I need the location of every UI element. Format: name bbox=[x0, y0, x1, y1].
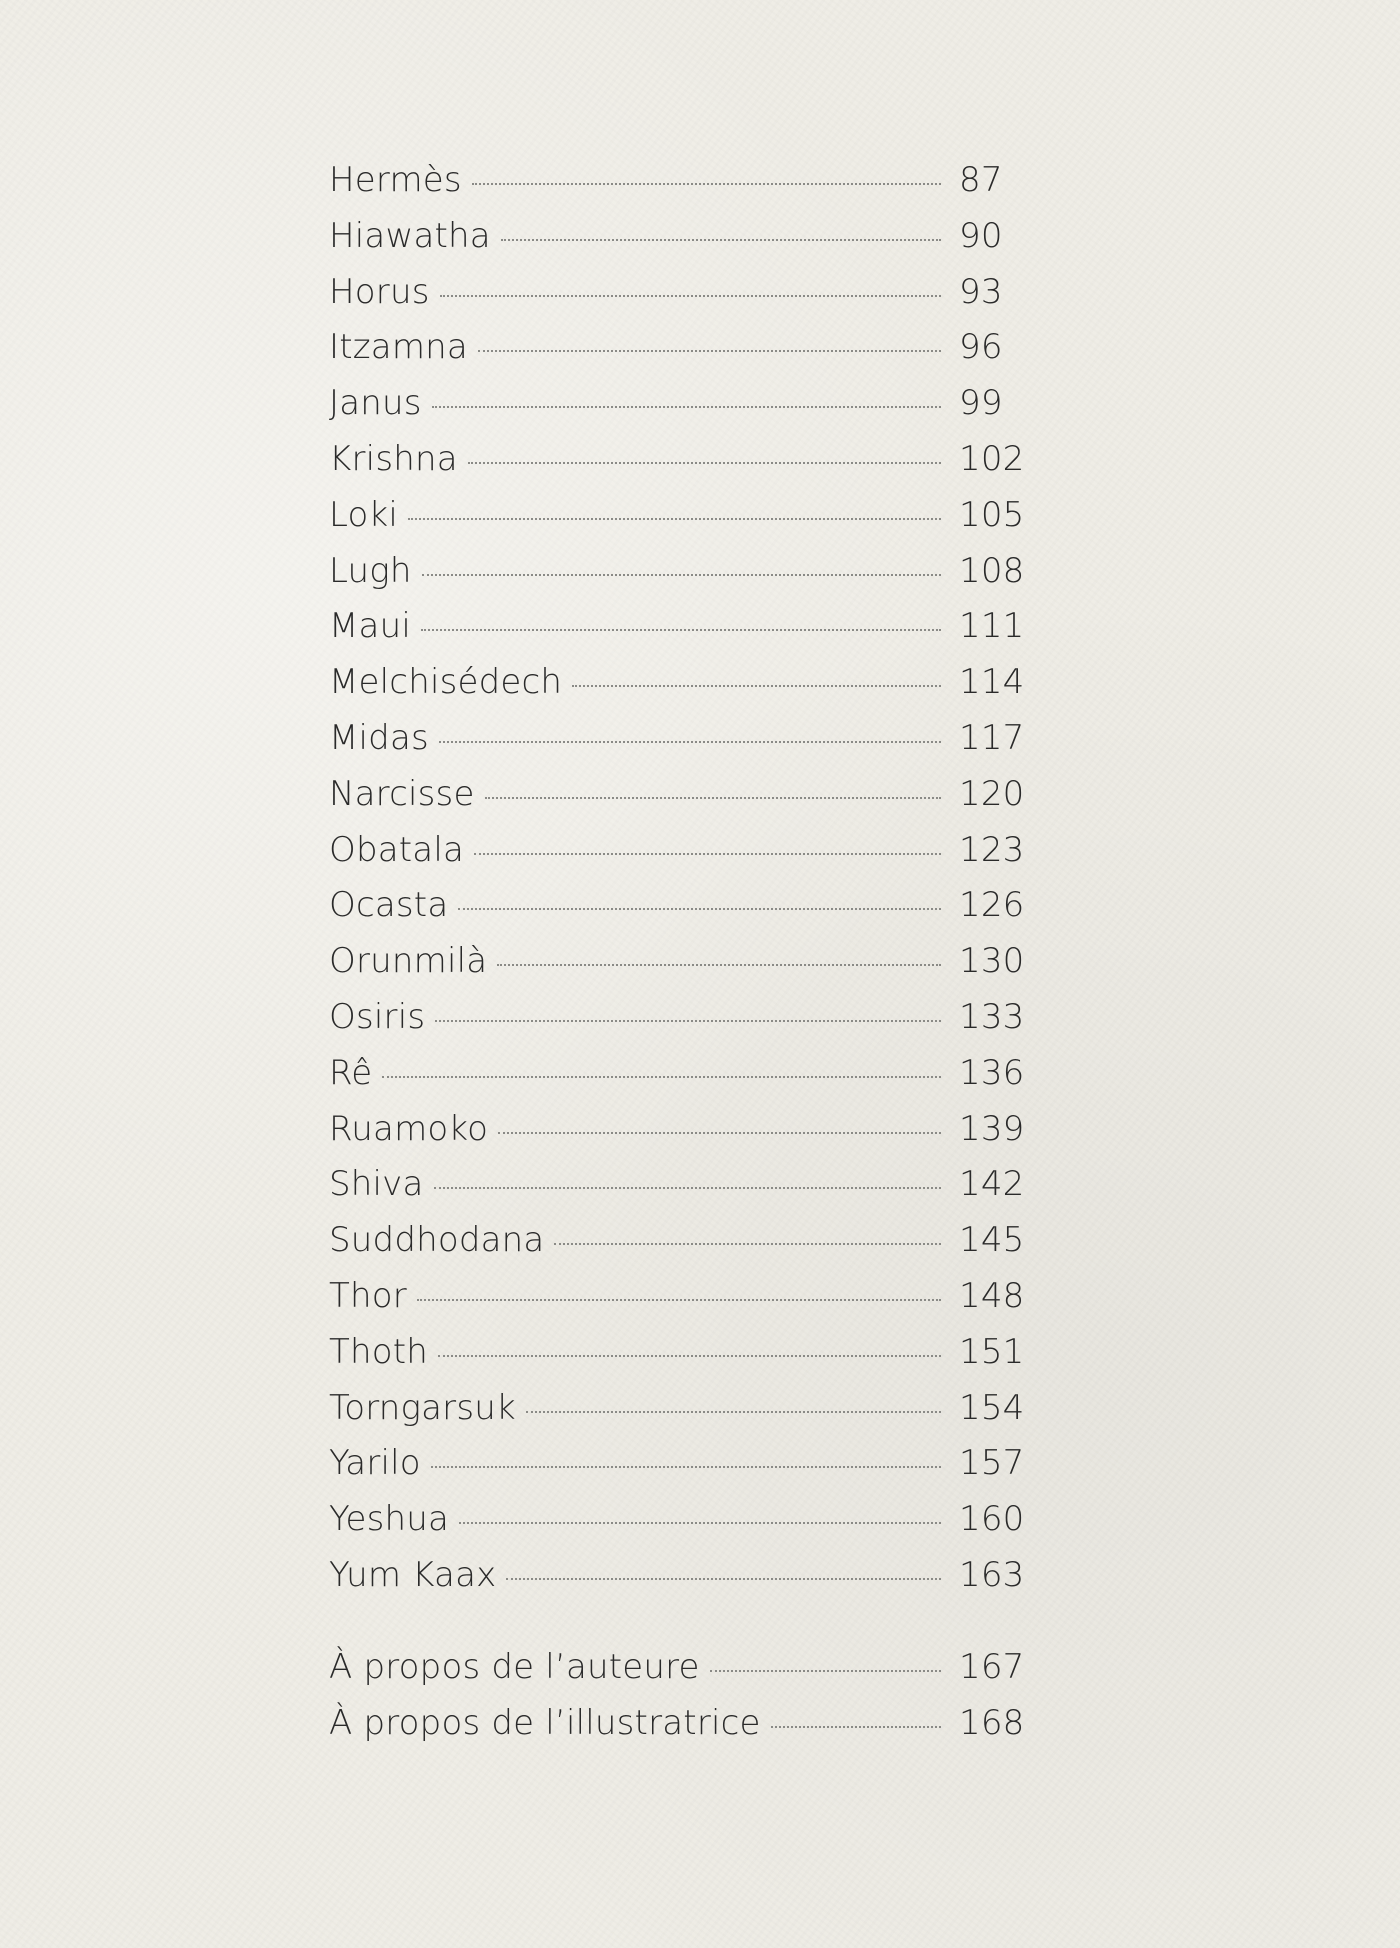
dot-leader bbox=[434, 1187, 941, 1189]
toc-entry-yarilo bbox=[329, 1443, 1029, 1499]
dot-leader bbox=[506, 1578, 941, 1580]
toc-entry-title: Loki bbox=[329, 494, 399, 535]
dot-leader bbox=[438, 1355, 941, 1357]
dot-leader bbox=[554, 1243, 941, 1245]
toc-entry-page: 142 bbox=[959, 1164, 1025, 1205]
toc-entry-title: Osiris bbox=[329, 996, 426, 1037]
toc-entry-page: 108 bbox=[959, 550, 1025, 591]
toc-entry-page: 168 bbox=[959, 1702, 1025, 1743]
table-of-contents bbox=[329, 160, 1029, 1758]
toc-entry-page: 133 bbox=[959, 996, 1025, 1037]
toc-entry-title: Yarilo bbox=[329, 1443, 421, 1484]
toc-entry-page: 117 bbox=[959, 717, 1025, 758]
toc-entry-about-illustrator bbox=[329, 1703, 1029, 1759]
dot-leader bbox=[472, 183, 941, 185]
toc-entry-hiawatha bbox=[329, 216, 1029, 272]
toc-entry-page: 102 bbox=[959, 438, 1025, 479]
toc-entry-itzamna bbox=[329, 327, 1029, 383]
dot-leader bbox=[478, 350, 941, 352]
toc-entry-obatala bbox=[329, 830, 1029, 886]
dot-leader bbox=[474, 853, 941, 855]
dot-leader bbox=[432, 406, 941, 408]
toc-entry-suddhodana bbox=[329, 1220, 1029, 1276]
toc-entry-re bbox=[329, 1053, 1029, 1109]
dot-leader bbox=[408, 518, 941, 520]
toc-entry-page: 120 bbox=[959, 773, 1025, 814]
toc-entry-page: 105 bbox=[959, 494, 1025, 535]
dot-leader bbox=[498, 1132, 941, 1134]
dot-leader bbox=[497, 964, 941, 966]
toc-entry-title: Narcisse bbox=[329, 773, 475, 814]
toc-entry-title: À propos de l’illustratrice bbox=[329, 1702, 761, 1743]
toc-entry-shiva bbox=[329, 1164, 1029, 1220]
toc-entry-page: 99 bbox=[959, 383, 1003, 424]
toc-entry-page: 154 bbox=[959, 1387, 1025, 1428]
toc-entry-hermes bbox=[329, 160, 1029, 216]
toc-entry-title: À propos de l’auteure bbox=[329, 1646, 700, 1687]
toc-entry-title: Thoth bbox=[329, 1331, 428, 1372]
dot-leader bbox=[468, 462, 941, 464]
toc-entry-page: 87 bbox=[959, 160, 1003, 200]
toc-entry-yum-kaax bbox=[329, 1555, 1029, 1611]
toc-entry-title: Hermès bbox=[329, 160, 462, 200]
toc-entry-title: Yeshua bbox=[329, 1499, 450, 1540]
toc-entry-maui bbox=[329, 606, 1029, 662]
dot-leader bbox=[459, 1522, 941, 1524]
dot-leader bbox=[440, 295, 941, 297]
dot-leader bbox=[485, 797, 941, 799]
toc-entry-title: Thor bbox=[329, 1275, 407, 1316]
toc-entry-thor bbox=[329, 1276, 1029, 1332]
toc-entry-page: 163 bbox=[959, 1554, 1025, 1595]
dot-leader bbox=[382, 1076, 941, 1078]
toc-entry-melchisedech bbox=[329, 662, 1029, 718]
toc-entry-janus bbox=[329, 383, 1029, 439]
toc-entry-horus bbox=[329, 272, 1029, 328]
toc-entry-title: Shiva bbox=[329, 1164, 424, 1205]
toc-entry-title: Orunmilà bbox=[329, 941, 488, 982]
toc-entry-page: 139 bbox=[959, 1108, 1025, 1149]
dot-leader bbox=[526, 1411, 941, 1413]
toc-entry-page: 130 bbox=[959, 941, 1025, 982]
toc-entry-ocasta bbox=[329, 885, 1029, 941]
toc-entry-title: Ocasta bbox=[329, 885, 449, 926]
toc-entry-page: 151 bbox=[959, 1331, 1025, 1372]
dot-leader bbox=[422, 574, 941, 576]
toc-entry-narcisse bbox=[329, 774, 1029, 830]
dot-leader bbox=[458, 908, 941, 910]
toc-entry-about-author bbox=[329, 1647, 1029, 1703]
dot-leader bbox=[431, 1466, 941, 1468]
dot-leader bbox=[572, 685, 941, 687]
toc-entry-page: 90 bbox=[959, 215, 1003, 256]
toc-entry-title: Ruamoko bbox=[329, 1108, 489, 1149]
toc-entry-title: Torngarsuk bbox=[329, 1387, 516, 1428]
toc-entry-midas bbox=[329, 718, 1029, 774]
toc-entry-page: 167 bbox=[959, 1646, 1025, 1687]
toc-entry-title: Hiawatha bbox=[329, 215, 491, 256]
toc-entry-title: Janus bbox=[329, 383, 422, 424]
toc-entry-page: 123 bbox=[959, 829, 1025, 870]
toc-entry-torngarsuk bbox=[329, 1388, 1029, 1444]
toc-entry-lugh bbox=[329, 551, 1029, 607]
toc-entry-title: Midas bbox=[329, 717, 429, 758]
dot-leader bbox=[417, 1299, 941, 1301]
toc-entry-title: Rê bbox=[329, 1052, 373, 1093]
toc-entry-title: Krishna bbox=[329, 438, 458, 479]
section-gap bbox=[329, 1611, 1029, 1647]
dot-leader bbox=[435, 1020, 941, 1022]
toc-entry-page: 114 bbox=[959, 662, 1025, 703]
toc-main-list bbox=[329, 160, 1029, 1611]
toc-entry-osiris bbox=[329, 997, 1029, 1053]
toc-entry-title: Suddhodana bbox=[329, 1220, 545, 1261]
dot-leader bbox=[421, 629, 941, 631]
toc-entry-page: 157 bbox=[959, 1443, 1025, 1484]
toc-entry-page: 148 bbox=[959, 1275, 1025, 1316]
toc-entry-krishna bbox=[329, 439, 1029, 495]
toc-entry-page: 111 bbox=[959, 606, 1025, 647]
toc-entry-loki bbox=[329, 495, 1029, 551]
toc-entry-title: Yum Kaax bbox=[329, 1554, 497, 1595]
dot-leader bbox=[439, 741, 941, 743]
dot-leader bbox=[501, 239, 941, 241]
toc-entry-title: Melchisédech bbox=[329, 662, 563, 703]
toc-entry-title: Horus bbox=[329, 271, 430, 312]
toc-entry-title: Lugh bbox=[329, 550, 412, 591]
dot-leader bbox=[771, 1726, 941, 1728]
toc-entry-page: 160 bbox=[959, 1499, 1025, 1540]
toc-entry-thoth bbox=[329, 1332, 1029, 1388]
toc-entry-title: Itzamna bbox=[329, 327, 468, 368]
dot-leader bbox=[710, 1670, 941, 1672]
toc-entry-title: Maui bbox=[329, 606, 411, 647]
toc-entry-title: Obatala bbox=[329, 829, 465, 870]
toc-entry-page: 93 bbox=[959, 271, 1003, 312]
toc-entry-ruamoko bbox=[329, 1109, 1029, 1165]
toc-entry-page: 136 bbox=[959, 1052, 1025, 1093]
toc-entry-page: 145 bbox=[959, 1220, 1025, 1261]
toc-entry-page: 96 bbox=[959, 327, 1003, 368]
toc-entry-page: 126 bbox=[959, 885, 1025, 926]
toc-entry-orunmila bbox=[329, 941, 1029, 997]
toc-entry-yeshua bbox=[329, 1499, 1029, 1555]
toc-appendix-list bbox=[329, 1647, 1029, 1759]
